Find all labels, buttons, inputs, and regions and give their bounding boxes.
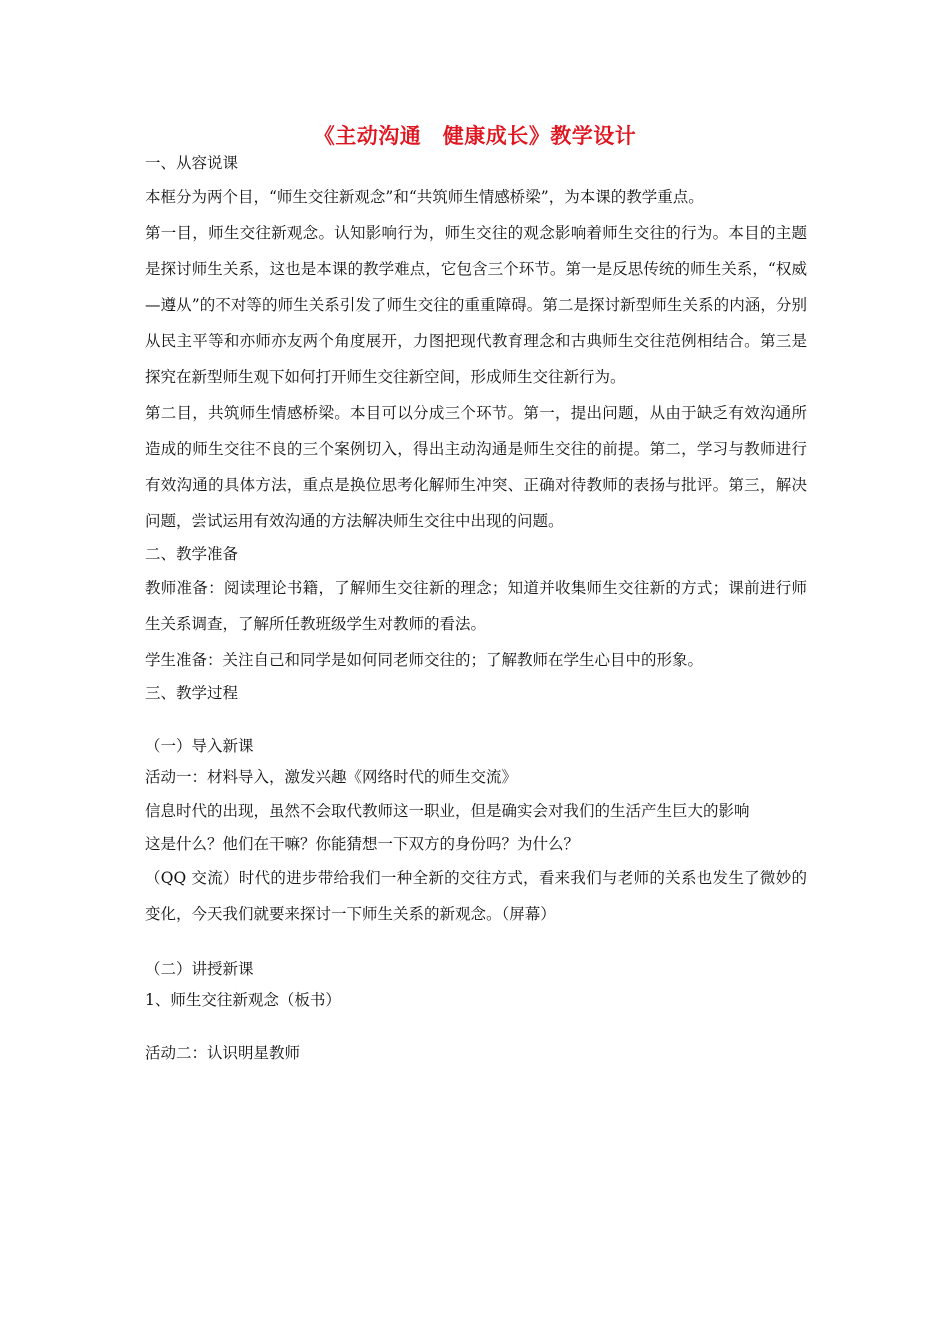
activity-2: 活动二：认识明星教师 <box>145 1044 301 1062</box>
document-body <box>145 148 807 1069</box>
activity-1: 活动一：材料导入，激发兴趣《网络时代的师生交流》 <box>145 768 518 786</box>
section1-paragraph-1: 第一目，师生交往新观念。认知影响行为，师生交往的观念影响着师生交往的行为。本目的主题是探讨师生关系，这也是本课的教学难点，它包含三个环节。第一是反思传统的师生关系，“权威—遵从”的不对等的师生关系引发了师生交往的重重障碍。第二是探讨新型师生关系的内涵，分别从民主平等和亦师亦友两个角度展开，力图把现代教育理念和古典师生交往范例相结合。第三是探究在新型师生观下如何打开师生交往新空间，形成师生交往新行为。 <box>145 224 807 386</box>
section-heading-1: 一、从容说课 <box>145 154 239 172</box>
part-heading-1: （一）导入新课 <box>145 737 254 755</box>
student-preparation: 学生准备：关注自己和同学是如何同老师交往的；了解教师在学生心目中的形象。 <box>145 651 704 669</box>
teacher-preparation: 教师准备：阅读理论书籍，了解师生交往新的理念；知道并收集师生交往新的方式；课前进行师生关系调查，了解所任教班级学生对教师的看法。 <box>145 579 807 633</box>
point-1: 1、师生交往新观念（板书） <box>145 991 341 1009</box>
part-heading-2: （二）讲授新课 <box>145 960 254 978</box>
section-heading-2: 二、教学准备 <box>145 545 239 563</box>
section-heading-3: 三、教学过程 <box>145 684 239 702</box>
info-age-paragraph: 信息时代的出现，虽然不会取代教师这一职业，但是确实会对我们的生活产生巨大的影响 <box>145 802 750 820</box>
qq-paragraph: （QQ 交流）时代的进步带给我们一种全新的交往方式，看来我们与老师的关系也发生了微妙的变化，今天我们就要来探讨一下师生关系的新观念。（屏幕） <box>145 869 807 923</box>
section1-paragraph-2: 第二目，共筑师生情感桥梁。本目可以分成三个环节。第一，提出问题，从由于缺乏有效沟通所造成的师生交往不良的三个案例切入，得出主动沟通是师生交往的前提。第二，学习与教师进行有效沟通的具体方法，重点是换位思考化解师生冲突、正确对待教师的表扬与批评。第三，解决问题，尝试运用有效沟通的方法解决师生交往中出现的问题。 <box>145 404 807 530</box>
section1-intro: 本框分为两个目，“师生交往新观念”和“共筑师生情感桥梁”，为本课的教学重点。 <box>145 188 704 206</box>
questions-line: 这是什么？他们在干嘛？你能猜想一下双方的身份吗？为什么？ <box>145 835 580 853</box>
document-title: 《主动沟通 健康成长》教学设计 <box>313 123 637 148</box>
